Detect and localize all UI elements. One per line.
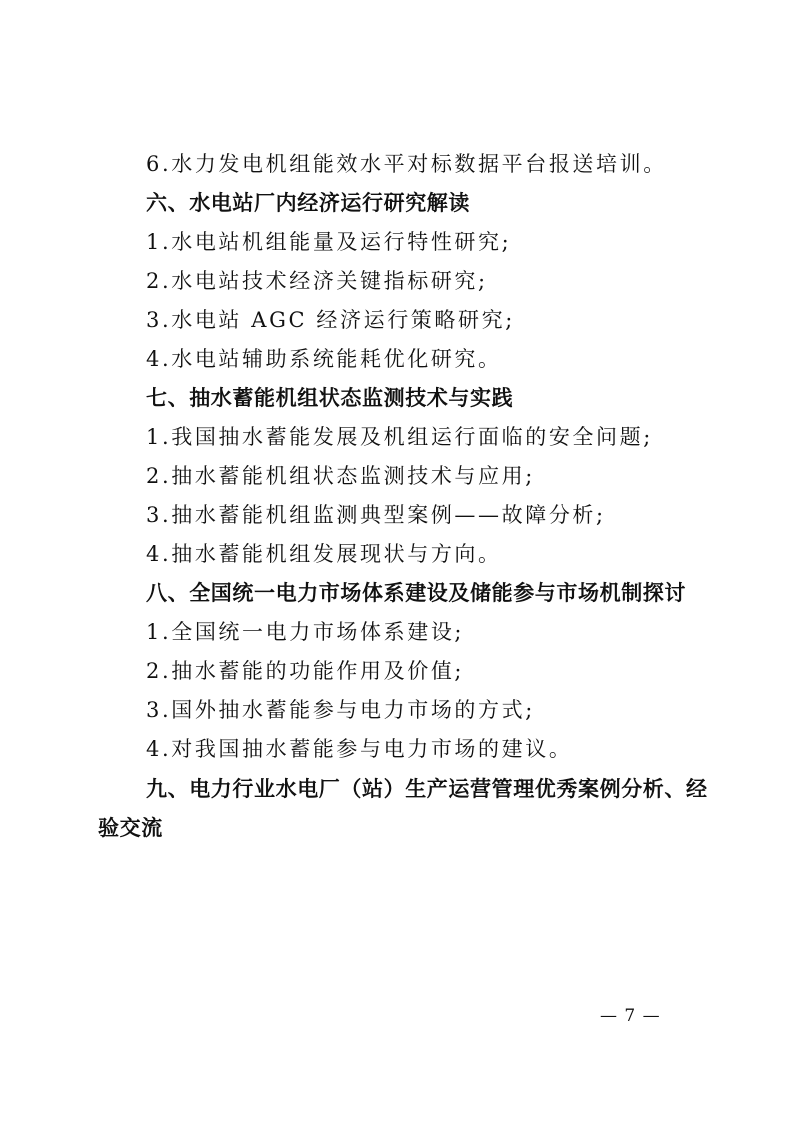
list-item: 3.水电站 AGC 经济运行策略研究; xyxy=(146,308,515,332)
section-heading: 七、抽水蓄能机组状态监测技术与实践 xyxy=(146,386,514,410)
list-item: 4.抽水蓄能机组发展现状与方向。 xyxy=(146,542,502,566)
section-heading: 九、电力行业水电厂（站）生产运营管理优秀案例分析、经 xyxy=(146,777,708,801)
list-item: 3.抽水蓄能机组监测典型案例——故障分析; xyxy=(146,503,606,527)
list-item: 1.水电站机组能量及运行特性研究; xyxy=(146,230,512,254)
section-heading: 八、全国统一电力市场体系建设及储能参与市场机制探讨 xyxy=(146,581,686,605)
list-item: 2.水电站技术经济关键指标研究; xyxy=(146,269,488,293)
list-item: 4.对我国抽水蓄能参与电力市场的建议。 xyxy=(146,737,573,761)
list-item: 6.水力发电机组能效水平对标数据平台报送培训。 xyxy=(146,152,667,176)
list-item: 1.全国统一电力市场体系建设; xyxy=(146,620,465,644)
section-heading-continuation: 验交流 xyxy=(98,816,163,840)
list-item: 2.抽水蓄能机组状态监测技术与应用; xyxy=(146,464,535,488)
list-item: 2.抽水蓄能的功能作用及价值; xyxy=(146,659,465,683)
section-heading: 六、水电站厂内经济运行研究解读 xyxy=(146,191,470,215)
list-item: 4.水电站辅助系统能耗优化研究。 xyxy=(146,347,502,371)
list-item: 1.我国抽水蓄能发展及机组运行面临的安全问题; xyxy=(146,425,653,449)
list-item: 3.国外抽水蓄能参与电力市场的方式; xyxy=(146,698,535,722)
page-number: — 7 — xyxy=(600,1006,661,1026)
